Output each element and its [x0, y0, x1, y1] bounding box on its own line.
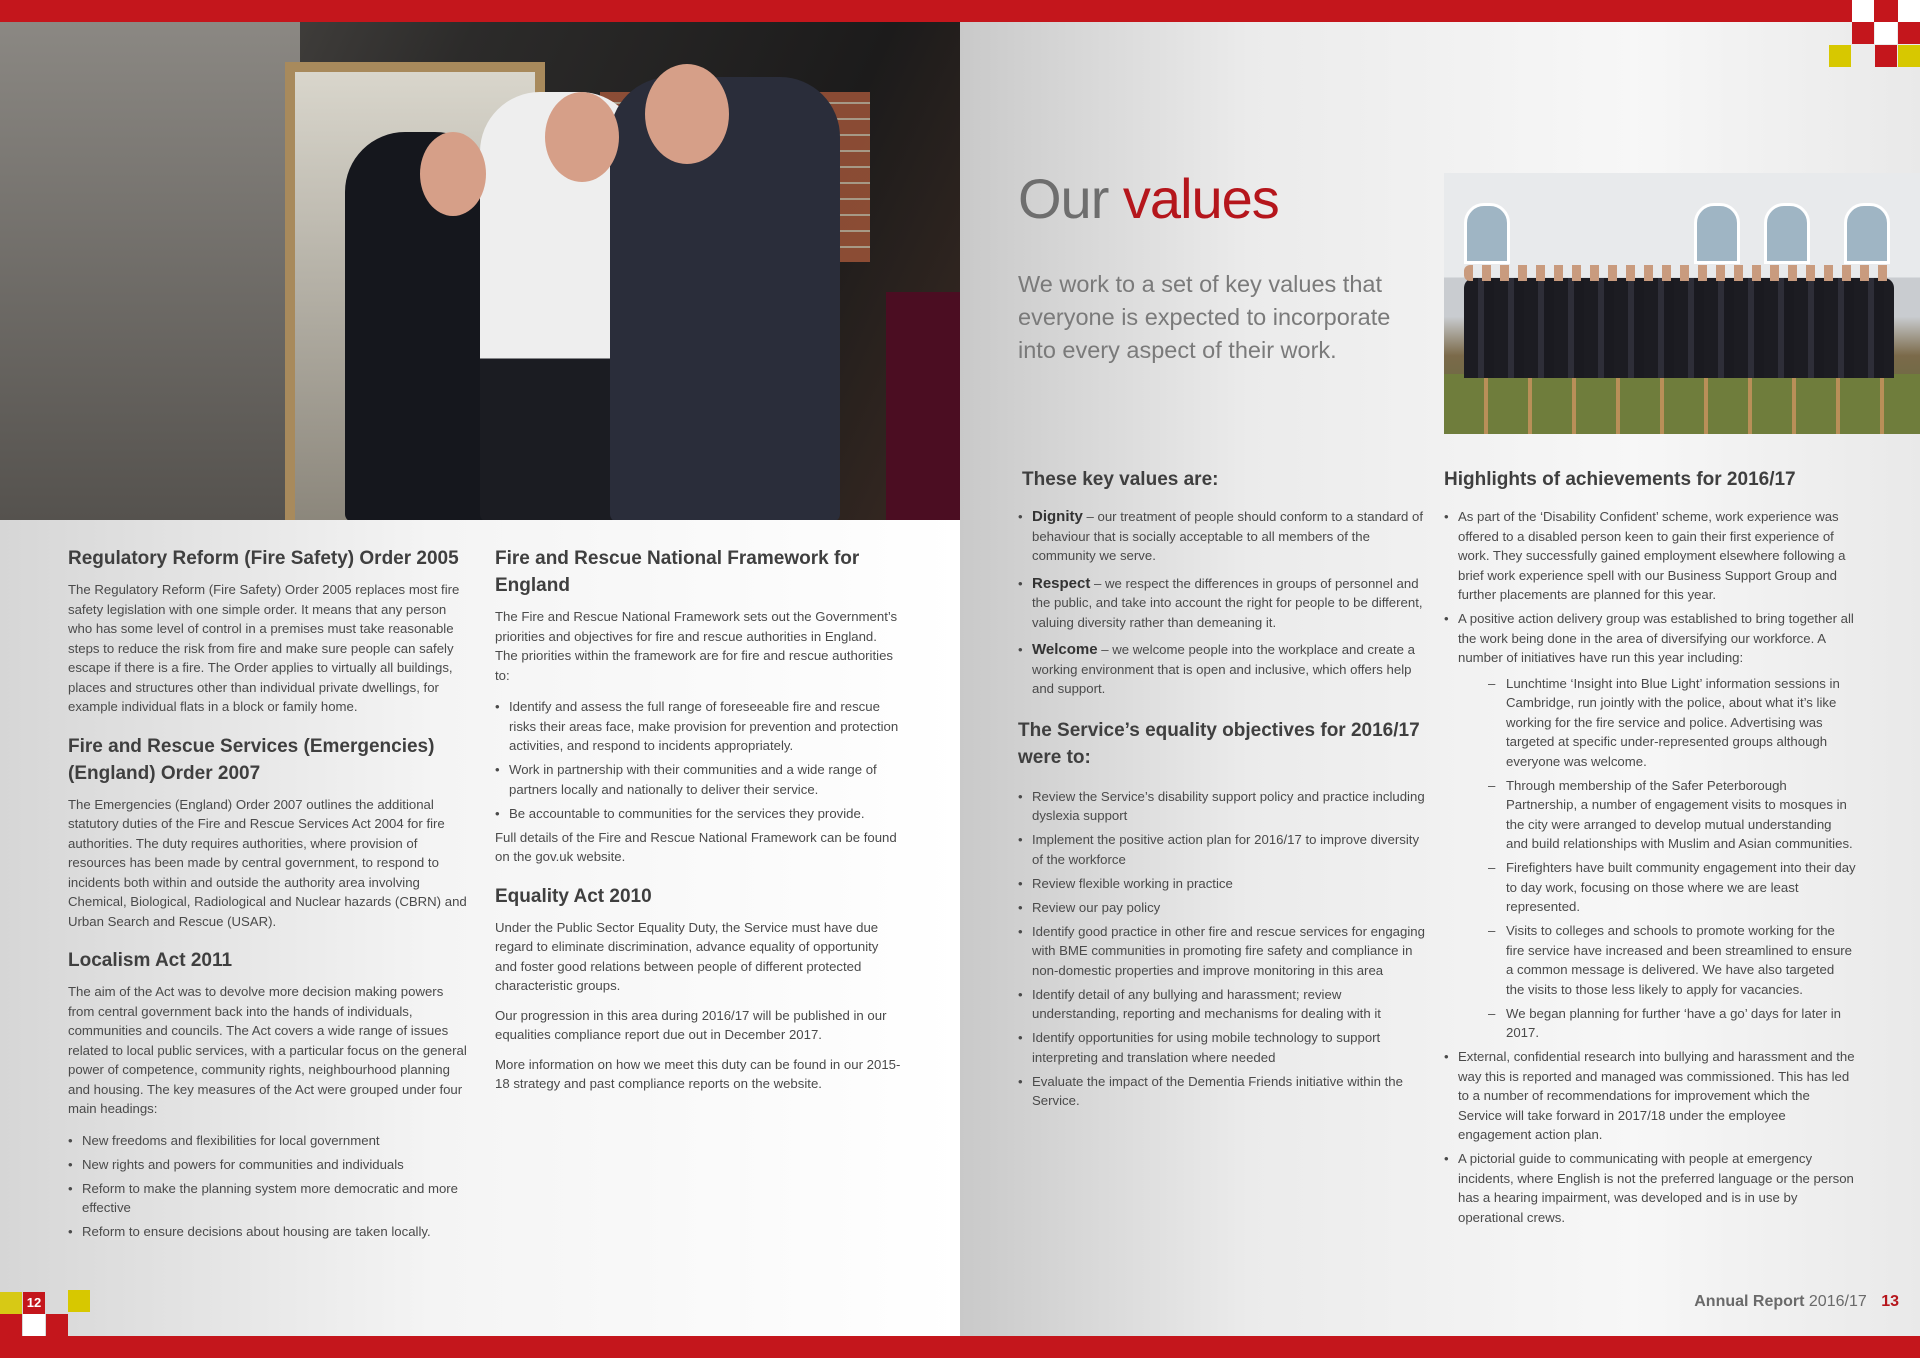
list-item: • Identify opportunities for using mobile technology to support interpreting and translation where needed: [1018, 1028, 1426, 1067]
list-item-text: A positive action delivery group was established to bring together all the work being done in the area of diversifying our workforce. A number of initiatives have run this year including:: [1458, 611, 1854, 665]
right-column: [495, 545, 903, 1094]
list-item: • Be accountable to communities for the services they provide.: [495, 804, 903, 824]
decor-square: [0, 1292, 22, 1314]
value-text: – our treatment of people should conform to a standard of behaviour that is socially acceptable to all members of the community we serve.: [1032, 509, 1423, 563]
decor-square: [68, 1290, 90, 1312]
sub-list-item: – Firefighters have built community engagement into their day to day work, focusing on those where we are least represented.: [1488, 858, 1856, 917]
group-photo-mosque: [1444, 173, 1920, 434]
values-column: [1018, 466, 1426, 1115]
highlights-list: [1444, 507, 1856, 1227]
regulatory-body: The Regulatory Reform (Fire Safety) Order 2005 replaces most fire safety legislation with one simple order. It means that any person who has some level of control in a premises must take reasonable steps to reduce the risk from fire and make sure people can safely escape if there is a fire. The Order applies to virtually all buildings, places and structures other than individual private dwellings, for example individual flats in a block or family home.: [68, 582, 460, 714]
page-footer: [1694, 1292, 1899, 1312]
objectives-heading: The Service’s equality objectives for 2016/17 were to:: [1018, 719, 1420, 768]
framework-footer: Full details of the Fire and Rescue National Framework can be found on the gov.uk website.: [495, 829, 897, 864]
decor-square: [46, 1314, 68, 1336]
page-number: 12: [23, 1292, 45, 1314]
value-term: Dignity: [1032, 508, 1083, 525]
list-item: • New rights and powers for communities and individuals: [68, 1155, 470, 1175]
list-item: • External, confidential research into bullying and harassment and the way this is reported and managed was commissioned. This has led to a number of recommendations for improvement which the Service will take forward in 2017/18 under the employee engagement action plan.: [1444, 1047, 1856, 1145]
initiatives-list: [1488, 674, 1856, 1043]
list-item: • Identify detail of any bullying and harassment; review understanding, reporting and mechanisms for dealing with it: [1018, 985, 1426, 1024]
title-accent: values: [1122, 167, 1279, 230]
value-text: – we respect the differences in groups of personnel and the public, and take into account the right for people to be different, valuing diversity rather than demeaning it.: [1032, 575, 1423, 630]
list-item: • Implement the positive action plan for 2016/17 to improve diversity of the workforce: [1018, 830, 1426, 869]
decor-square: [0, 1314, 22, 1336]
highlights-column: [1444, 466, 1856, 1232]
decor-square: [23, 1314, 45, 1336]
emergencies-heading: Fire and Rescue Services (Emergencies) (England) Order 2007: [68, 735, 435, 784]
objectives-list: [1018, 787, 1426, 1111]
list-item: • Identify and assess the full range of foreseeable fire and rescue risks their areas face, make provision for prevention and protection activities, and respond to incidents appropriately.: [495, 697, 903, 756]
title-prefix: Our: [1018, 167, 1109, 230]
list-item: • Review the Service’s disability support policy and practice including dyslexia support: [1018, 787, 1426, 826]
list-item: • Review our pay policy: [1018, 898, 1426, 918]
value-item-respect: [1018, 574, 1426, 633]
intro-text: We work to a set of key values that everyone is expected to incorporate into every aspect of their work.: [1018, 271, 1391, 363]
bottom-red-bar: [0, 1336, 960, 1358]
footer-label: Annual Report: [1694, 1293, 1805, 1310]
emergencies-body: The Emergencies (England) Order 2007 outlines the additional statutory duties of the Fire and Rescue Services Act 2004 for fire authorities. The duty requires authorities, where provision of resources has been made by central government, to respond to incidents both within and outside the authority area involving Chemical, Biological, Radiological and Nuclear hazards (CBRN) and Urban Search and Rescue (USAR).: [68, 796, 467, 929]
value-item-dignity: [1018, 507, 1426, 566]
highlights-heading: Highlights of achievements for 2016/17: [1444, 469, 1796, 490]
list-item: • A pictorial guide to communicating with people at emergency incidents, where English is not the preferred language or the person has a hearing impairment, was developed and is in use by operational crews.: [1444, 1149, 1856, 1227]
hero-photo-firefighters: [0, 22, 960, 520]
footer-year: 2016/17: [1808, 1293, 1867, 1310]
localism-body: The aim of the Act was to devolve more decision making powers from central government back into the hands of individuals, communities and councils. The Act covers a wide range of issues related to local public services, with a particular focus on the general power of competence, community rights, neighbourhood planning and housing. The key measures of the Act were grouped under four main headings:: [68, 984, 467, 1116]
list-item: • New freedoms and flexibilities for local government: [68, 1131, 470, 1151]
list-item: • Identify good practice in other fire and rescue services for engaging with BME communities in promoting fire safety and compliance in non-domestic properties and improve monitoring in this area: [1018, 922, 1426, 981]
decor-square: [1875, 22, 1897, 44]
value-item-welcome: [1018, 640, 1426, 699]
list-item: [1444, 609, 1856, 1043]
list-item: • Reform to ensure decisions about housing are taken locally.: [68, 1222, 470, 1242]
top-red-bar: [960, 0, 1920, 22]
values-list: [1018, 507, 1426, 699]
decor-square: [1875, 0, 1897, 22]
list-item: • As part of the ‘Disability Confident’ scheme, work experience was offered to a disabled person keen to gain their first experience of work. They successfully gained employment elsewhere following a brief work experience spell with our Business Support Group and further placements are planned for this year.: [1444, 507, 1856, 605]
page-title: [1018, 164, 1279, 234]
localism-list: [68, 1131, 470, 1242]
equality-paragraph: More information on how we meet this duty can be found in our 2015-18 strategy and past compliance reports on the website.: [495, 1056, 901, 1091]
decor-square: [1898, 0, 1920, 22]
sub-list-item: – Visits to colleges and schools to promote working for the fire service have increased and been streamlined to ensure a common message is delivered. We have also targeted the visits to those less likely to apply for vacancies.: [1488, 921, 1856, 999]
decor-square: [1898, 22, 1920, 44]
list-item: • Evaluate the impact of the Dementia Friends initiative within the Service.: [1018, 1072, 1426, 1111]
value-term: Welcome: [1032, 641, 1098, 658]
decor-square: [1829, 45, 1851, 67]
value-text: – we welcome people into the workplace and create a working environment that is open and inclusive, which offers help and support.: [1032, 642, 1416, 696]
top-red-bar: [0, 0, 960, 22]
equality-heading: Equality Act 2010: [495, 885, 652, 907]
decor-square: [1875, 45, 1897, 67]
sub-list-item: – Through membership of the Safer Peterborough Partnership, a number of engagement visits to mosques in the city were arranged to develop mutual understanding and build relationships with Muslim and Asian communities.: [1488, 776, 1856, 854]
sub-list-item: – We began planning for further ‘have a go’ days for later in 2017.: [1488, 1004, 1856, 1043]
bottom-red-bar: [960, 1336, 1920, 1358]
framework-list: [495, 697, 903, 823]
list-item: • Reform to make the planning system more democratic and more effective: [68, 1179, 470, 1218]
framework-heading: Fire and Rescue National Framework for England: [495, 548, 860, 596]
list-item: • Work in partnership with their communities and a wide range of partners locally and nationally to deliver their service.: [495, 760, 903, 799]
list-item: • Review flexible working in practice: [1018, 874, 1426, 894]
framework-body: The Fire and Rescue National Framework sets out the Government’s priorities and objectives for fire and rescue authorities in England. The priorities within the framework are for fire and rescue authorities to:: [495, 609, 898, 683]
equality-paragraph: Under the Public Sector Equality Duty, the Service must have due regard to eliminate discrimination, advance equality of opportunity and foster good relations between people of different protected characteristic groups.: [495, 919, 879, 993]
decor-square: [1852, 22, 1874, 44]
left-column: [68, 545, 470, 1246]
sub-list-item: – Lunchtime ‘Insight into Blue Light’ information sessions in Cambridge, run jointly with the police, about what it’s like working for the fire service and police. Advertising was targeted at specific under-represented groups although everyone was welcome.: [1488, 674, 1856, 772]
values-heading: These key values are:: [1022, 469, 1219, 490]
decor-square: [1898, 45, 1920, 67]
regulatory-heading: Regulatory Reform (Fire Safety) Order 2005: [68, 548, 459, 569]
value-term: Respect: [1032, 574, 1091, 592]
localism-heading: Localism Act 2011: [68, 950, 233, 971]
page-number: 13: [1881, 1293, 1899, 1310]
equality-paragraph: Our progression in this area during 2016/17 will be published in our equalities compliance report due out in December 2017.: [495, 1007, 887, 1042]
decor-square: [1852, 0, 1874, 22]
